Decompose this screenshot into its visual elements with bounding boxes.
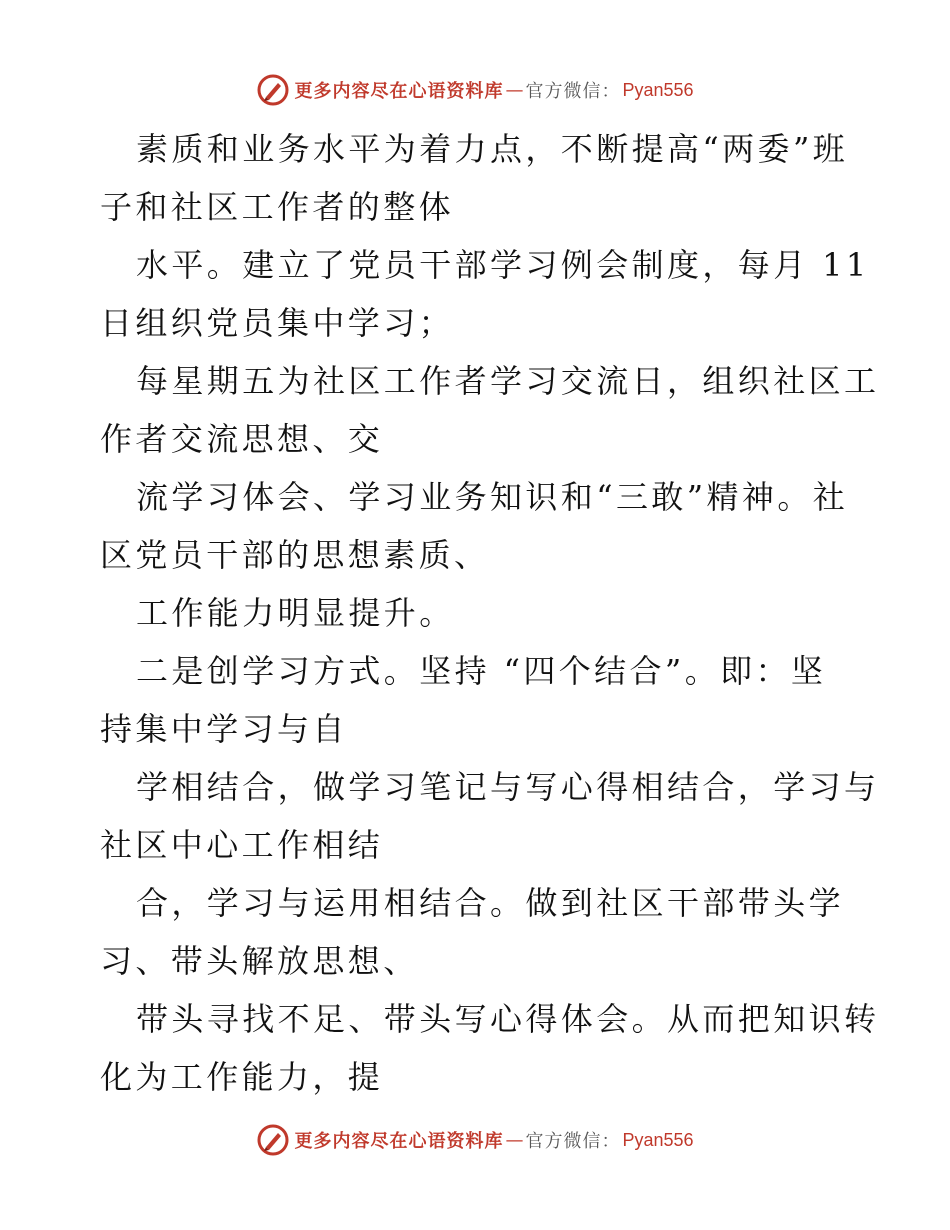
body-line: 每星期五为社区工作者学习交流日，组织社区工 bbox=[136, 362, 880, 400]
body-line: 持集中学习与自 bbox=[100, 710, 348, 748]
document-body bbox=[100, 120, 880, 1106]
body-line: 工作能力明显提升。 bbox=[136, 594, 455, 632]
pen-logo-icon bbox=[256, 73, 290, 107]
body-line: 作者交流思想、交 bbox=[100, 420, 384, 458]
body-line: 区党员干部的思想素质、 bbox=[100, 536, 490, 574]
watermark-dash: — bbox=[505, 79, 524, 101]
pen-logo-icon bbox=[256, 1123, 290, 1157]
body-line: 二是创学习方式。坚持 “四个结合”。即：坚 bbox=[136, 652, 827, 690]
watermark-id: Pyan556 bbox=[622, 79, 694, 100]
watermark-main-text: 更多内容尽在心语资料库 bbox=[294, 81, 504, 102]
body-line: 水平。建立了党员干部学习例会制度，每月 11 bbox=[136, 246, 870, 284]
body-line: 带头寻找不足、带头写心得体会。从而把知识转 bbox=[136, 1000, 880, 1038]
watermark-dash: — bbox=[505, 1129, 524, 1151]
watermark-id: Pyan556 bbox=[622, 1129, 694, 1150]
body-line: 子和社区工作者的整体 bbox=[100, 188, 455, 226]
body-line: 日组织党员集中学习； bbox=[100, 304, 455, 342]
footer-watermark bbox=[0, 1120, 950, 1160]
body-line: 素质和业务水平为着力点，不断提高“两委”班 bbox=[136, 130, 849, 168]
watermark-main-text: 更多内容尽在心语资料库 bbox=[294, 1131, 504, 1152]
watermark-sub-text: 官方微信： bbox=[525, 1131, 621, 1152]
body-line: 合，学习与运用相结合。做到社区干部带头学 bbox=[136, 884, 845, 922]
watermark-sub-text: 官方微信： bbox=[525, 81, 621, 102]
body-line: 习、带头解放思想、 bbox=[100, 942, 419, 980]
body-line: 学相结合，做学习笔记与写心得相结合，学习与 bbox=[136, 768, 880, 806]
header-watermark bbox=[0, 70, 950, 110]
body-line: 流学习体会、学习业务知识和“三敢”精神。社 bbox=[136, 478, 849, 516]
body-line: 化为工作能力，提 bbox=[100, 1058, 384, 1096]
body-line: 社区中心工作相结 bbox=[100, 826, 384, 864]
